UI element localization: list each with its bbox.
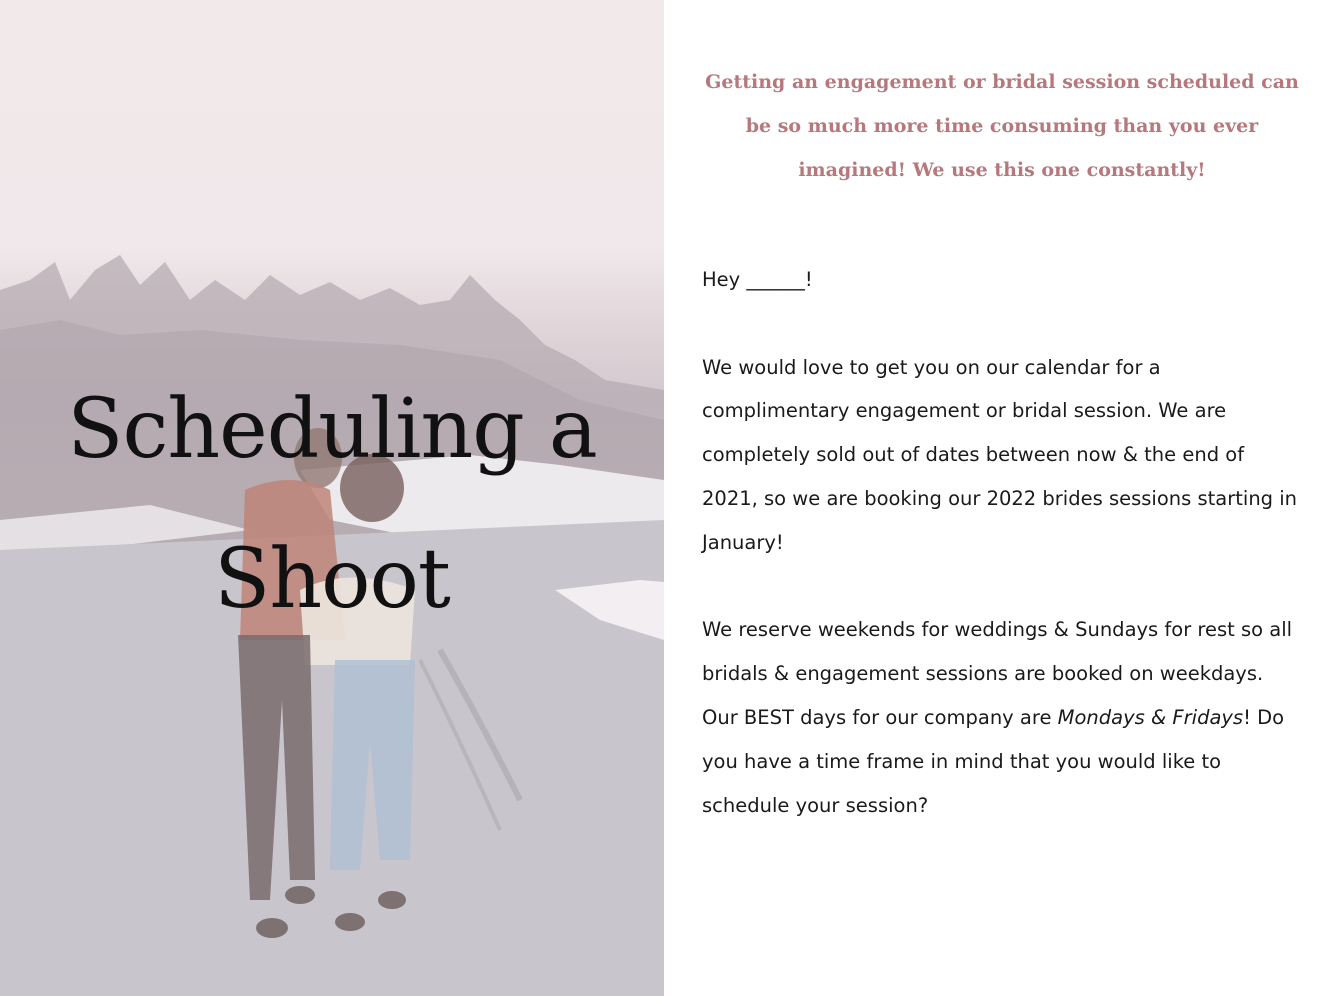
paragraph-availability: We would love to get you on our calendar for a complimentary engagement or bridal session. We are completely sold out of dates between now & the end of 2021, so we are booking our 2022 brides sessions starting in January! bbox=[702, 355, 1298, 554]
letter-body bbox=[702, 258, 1302, 827]
best-days-emphasis: Mondays & Fridays bbox=[1057, 705, 1244, 729]
letter-content bbox=[702, 60, 1302, 827]
cover-photo bbox=[0, 0, 664, 996]
cover-title-line1: Scheduling a bbox=[67, 382, 597, 477]
paragraph-weekdays-start: We reserve weekends for weddings & Sundays for rest so all bridals & engagement sessions are booked on weekdays. Our BEST days for our company are bbox=[702, 618, 1293, 729]
paragraph-weekdays-end: ! Do you have a time frame in mind that you would like to schedule your session? bbox=[702, 705, 1285, 817]
cover-title bbox=[0, 355, 664, 655]
paragraph-weekdays bbox=[702, 608, 1302, 827]
intro-text: Getting an engagement or bridal session scheduled can be so much more time consuming than you ever imagined! We use this one constantly! bbox=[705, 71, 1299, 181]
cover-title-line2: Shoot bbox=[214, 532, 450, 627]
greeting: Hey ______! bbox=[702, 268, 813, 291]
